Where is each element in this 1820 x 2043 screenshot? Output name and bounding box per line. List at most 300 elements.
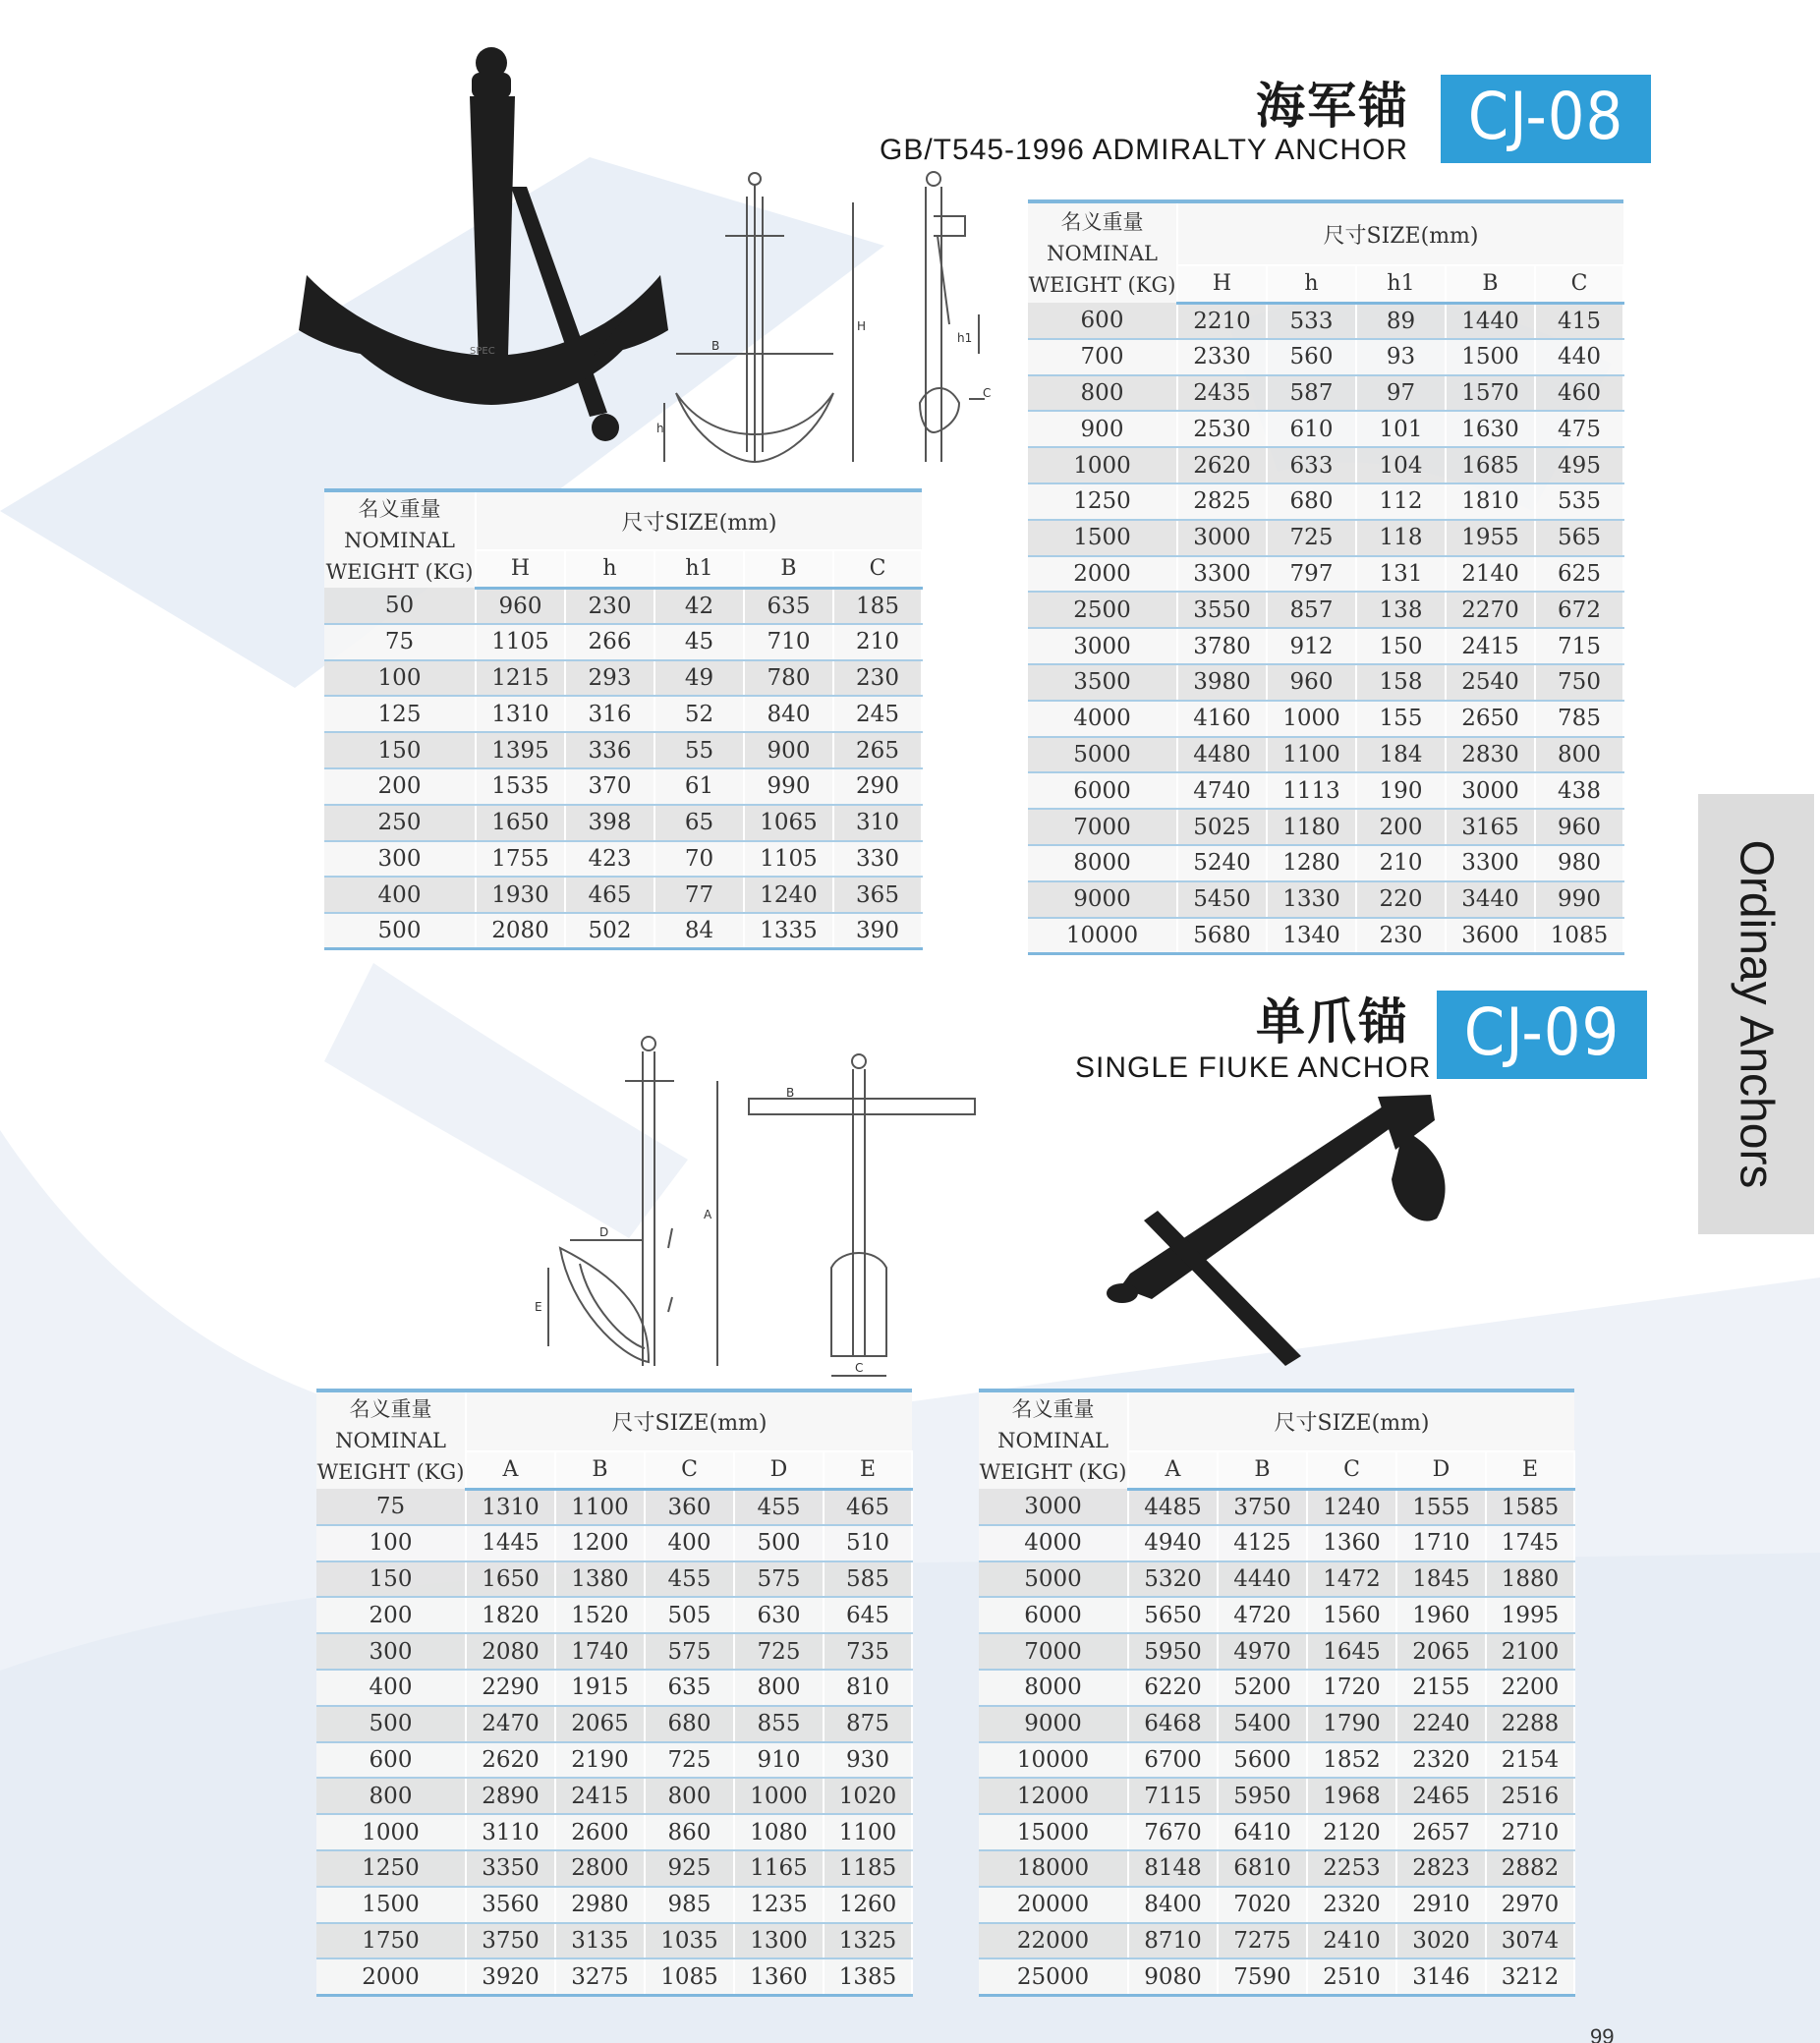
dimension-cell: 5950 (1128, 1633, 1218, 1670)
dimension-cell: 1105 (744, 841, 833, 878)
dimension-cell: 2465 (1396, 1778, 1486, 1814)
dimension-cell: 440 (1535, 339, 1623, 375)
dimension-cell: 1260 (824, 1887, 912, 1923)
dimension-cell: 3165 (1446, 809, 1535, 845)
dimension-cell: 2320 (1307, 1887, 1396, 1923)
dimension-cell: 2650 (1446, 701, 1535, 737)
dimension-cell: 2882 (1486, 1850, 1574, 1887)
dimension-cell: 1105 (476, 624, 565, 660)
dimension-cell: 1740 (555, 1633, 645, 1670)
table-row (316, 1706, 912, 1742)
dimension-cell: 265 (833, 732, 922, 768)
dimension-cell: 336 (565, 732, 654, 768)
dimension-cell: 680 (645, 1706, 734, 1742)
dimension-cell: 423 (565, 841, 654, 878)
dimension-cell: 5450 (1177, 881, 1267, 918)
table-row (979, 1742, 1574, 1779)
dimension-cell: 633 (1267, 447, 1356, 483)
weight-cell: 7000 (1028, 809, 1177, 845)
table-row (1028, 411, 1623, 447)
column-header: C (833, 550, 922, 588)
dimension-cell: 55 (654, 732, 744, 768)
dimension-cell: 1280 (1267, 845, 1356, 881)
dimension-cell: 365 (833, 877, 922, 913)
dimension-cell: 1020 (824, 1778, 912, 1814)
dimension-cell: 2516 (1486, 1778, 1574, 1814)
dimension-cell: 77 (654, 877, 744, 913)
weight-cell: 100 (324, 660, 476, 697)
weight-cell: 800 (1028, 375, 1177, 412)
single-fluke-title-en: SINGLE FIUKE ANCHOR (1075, 1051, 1432, 1084)
dimension-cell: 585 (824, 1561, 912, 1598)
weight-cell: 500 (324, 913, 476, 949)
dimension-cell: 400 (645, 1525, 734, 1561)
diagram-label-c: C (855, 1361, 864, 1375)
dimension-cell: 800 (734, 1670, 824, 1706)
weight-cell: 12000 (979, 1778, 1128, 1814)
admiralty-anchor-photo (295, 39, 678, 452)
dimension-cell: 5025 (1177, 809, 1267, 845)
dimension-cell: 680 (1267, 483, 1356, 520)
admiralty-title-cn: 海军锚 (1256, 78, 1409, 135)
dimension-cell: 900 (744, 732, 833, 768)
dimension-cell: 860 (645, 1814, 734, 1850)
dimension-cell: 2120 (1307, 1814, 1396, 1850)
single-fluke-diagram (531, 1032, 993, 1386)
column-header: B (744, 550, 833, 588)
weight-cell: 10000 (1028, 918, 1177, 954)
weight-cell: 4000 (1028, 701, 1177, 737)
size-header: 尺寸SIZE(mm) (476, 490, 922, 550)
table-row (316, 1525, 912, 1561)
dimension-cell: 2890 (466, 1778, 555, 1814)
dimension-cell: 5400 (1218, 1706, 1307, 1742)
dimension-cell: 2910 (1396, 1887, 1486, 1923)
dimension-cell: 1100 (824, 1814, 912, 1850)
page-number: 99 (1590, 2024, 1615, 2043)
dimension-cell: 1080 (734, 1814, 824, 1850)
dimension-cell: 3020 (1396, 1923, 1486, 1959)
dimension-cell: 465 (565, 877, 654, 913)
table-row (1028, 628, 1623, 664)
dimension-cell: 1395 (476, 732, 565, 768)
dimension-cell: 1445 (466, 1525, 555, 1561)
dimension-cell: 220 (1356, 881, 1446, 918)
dimension-cell: 625 (1535, 556, 1623, 593)
table-row (979, 1597, 1574, 1633)
dimension-cell: 1065 (744, 805, 833, 841)
weight-cell: 250 (324, 805, 476, 841)
dimension-cell: 1385 (824, 1958, 912, 1995)
dimension-cell: 1720 (1307, 1670, 1396, 1706)
dimension-cell: 2415 (1446, 628, 1535, 664)
dimension-cell: 2600 (555, 1814, 645, 1850)
dimension-cell: 575 (734, 1561, 824, 1598)
dimension-cell: 118 (1356, 520, 1446, 556)
dimension-cell: 1630 (1446, 411, 1535, 447)
dimension-cell: 1955 (1446, 520, 1535, 556)
single-fluke-code-badge: CJ-09 (1437, 991, 1647, 1079)
dimension-cell: 3000 (1177, 520, 1267, 556)
weight-cell: 1500 (1028, 520, 1177, 556)
dimension-cell: 990 (744, 768, 833, 805)
weight-cell: 5000 (979, 1561, 1128, 1598)
weight-cell: 3500 (1028, 664, 1177, 701)
weight-cell: 3000 (979, 1489, 1128, 1525)
dimension-cell: 3920 (466, 1958, 555, 1995)
dimension-cell: 475 (1535, 411, 1623, 447)
column-header: E (824, 1451, 912, 1489)
dimension-cell: 3000 (1446, 772, 1535, 809)
dimension-cell: 1745 (1486, 1525, 1574, 1561)
diagram-label-b: B (786, 1086, 795, 1100)
weight-cell: 2000 (316, 1958, 466, 1995)
table-row (324, 696, 922, 732)
dimension-cell: 52 (654, 696, 744, 732)
dimension-cell: 725 (734, 1633, 824, 1670)
table-row (324, 624, 922, 660)
size-header: 尺寸SIZE(mm) (1177, 201, 1623, 265)
dimension-cell: 138 (1356, 592, 1446, 628)
table-row (979, 1814, 1574, 1850)
dimension-cell: 1180 (1267, 809, 1356, 845)
dimension-cell: 875 (824, 1706, 912, 1742)
dimension-cell: 330 (833, 841, 922, 878)
weight-cell: 9000 (1028, 881, 1177, 918)
dimension-cell: 4485 (1128, 1489, 1218, 1525)
dimension-cell: 800 (645, 1778, 734, 1814)
weight-cell: 200 (324, 768, 476, 805)
dimension-cell: 2190 (555, 1742, 645, 1779)
single-fluke-title-cn: 单爪锚 (1256, 993, 1409, 1050)
dimension-cell: 184 (1356, 737, 1446, 773)
dimension-cell: 1335 (744, 913, 833, 949)
dimension-cell: 1200 (555, 1525, 645, 1561)
dimension-cell: 7590 (1218, 1958, 1307, 1995)
dimension-cell: 2320 (1396, 1742, 1486, 1779)
weight-cell: 8000 (1028, 845, 1177, 881)
dimension-cell: 112 (1356, 483, 1446, 520)
table-row (1028, 520, 1623, 556)
dimension-cell: 2100 (1486, 1633, 1574, 1670)
table-row (979, 1633, 1574, 1670)
dimension-cell: 780 (744, 660, 833, 697)
dimension-cell: 1165 (734, 1850, 824, 1887)
dimension-cell: 560 (1267, 339, 1356, 375)
dimension-cell: 293 (565, 660, 654, 697)
column-header: B (1218, 1451, 1307, 1489)
weight-cell: 100 (316, 1525, 466, 1561)
weight-header: 名义重量 NOMINAL WEIGHT (KG) (316, 1390, 466, 1489)
dimension-cell: 1035 (645, 1923, 734, 1959)
weight-cell: 700 (1028, 339, 1177, 375)
dimension-cell: 1330 (1267, 881, 1356, 918)
weight-cell: 1250 (1028, 483, 1177, 520)
dimension-cell: 1240 (744, 877, 833, 913)
dimension-cell: 3780 (1177, 628, 1267, 664)
weight-cell: 25000 (979, 1958, 1128, 1995)
dimension-cell: 785 (1535, 701, 1623, 737)
dimension-cell: 1085 (1535, 918, 1623, 954)
dimension-cell: 1100 (1267, 737, 1356, 773)
dimension-cell: 131 (1356, 556, 1446, 593)
dimension-cell: 3560 (466, 1887, 555, 1923)
dimension-cell: 2970 (1486, 1887, 1574, 1923)
dimension-cell: 3275 (555, 1958, 645, 1995)
dimension-cell: 2200 (1486, 1670, 1574, 1706)
table-row (1028, 701, 1623, 737)
dimension-cell: 1500 (1446, 339, 1535, 375)
dimension-cell: 5680 (1177, 918, 1267, 954)
column-header: B (1446, 265, 1535, 303)
dimension-cell: 1930 (476, 877, 565, 913)
dimension-cell: 6220 (1128, 1670, 1218, 1706)
table-row (1028, 881, 1623, 918)
dimension-cell: 2435 (1177, 375, 1267, 412)
diagram-label-a: A (704, 1208, 712, 1221)
dimension-cell: 2530 (1177, 411, 1267, 447)
dimension-cell: 266 (565, 624, 654, 660)
dimension-cell: 672 (1535, 592, 1623, 628)
dimension-cell: 1360 (1307, 1525, 1396, 1561)
dimension-cell: 3350 (466, 1850, 555, 1887)
dimension-cell: 990 (1535, 881, 1623, 918)
diagram-label-c: C (983, 386, 992, 400)
table-row (324, 877, 922, 913)
table-row (1028, 809, 1623, 845)
weight-cell: 500 (316, 1706, 466, 1742)
dimension-cell: 3550 (1177, 592, 1267, 628)
dimension-cell: 6468 (1128, 1706, 1218, 1742)
dimension-cell: 1360 (734, 1958, 824, 1995)
weight-cell: 900 (1028, 411, 1177, 447)
dimension-cell: 1852 (1307, 1742, 1396, 1779)
dimension-cell: 61 (654, 768, 744, 805)
dimension-cell: 1440 (1446, 303, 1535, 339)
dimension-cell: 1845 (1396, 1561, 1486, 1598)
single-fluke-table-small (316, 1389, 913, 1997)
dimension-cell: 4740 (1177, 772, 1267, 809)
dimension-cell: 1968 (1307, 1778, 1396, 1814)
diagram-label-h-small: h (656, 422, 664, 435)
table-row (316, 1887, 912, 1923)
table-row (316, 1561, 912, 1598)
dimension-cell: 1472 (1307, 1561, 1396, 1598)
size-header: 尺寸SIZE(mm) (1128, 1390, 1574, 1451)
weight-cell: 150 (324, 732, 476, 768)
dimension-cell: 1755 (476, 841, 565, 878)
admiralty-table-small (324, 488, 923, 950)
dimension-cell: 2154 (1486, 1742, 1574, 1779)
dimension-cell: 5240 (1177, 845, 1267, 881)
weight-cell: 125 (324, 696, 476, 732)
dimension-cell: 8400 (1128, 1887, 1218, 1923)
admiralty-table-large (1028, 199, 1624, 955)
dimension-cell: 3980 (1177, 664, 1267, 701)
dimension-cell: 190 (1356, 772, 1446, 809)
weight-cell: 1750 (316, 1923, 466, 1959)
dimension-cell: 2080 (476, 913, 565, 949)
dimension-cell: 97 (1356, 375, 1446, 412)
dimension-cell: 1560 (1307, 1597, 1396, 1633)
weight-cell: 1000 (316, 1814, 466, 1850)
diagram-label-h: H (857, 319, 867, 333)
column-header: B (555, 1451, 645, 1489)
table-row (324, 805, 922, 841)
weight-cell: 10000 (979, 1742, 1128, 1779)
table-row (1028, 556, 1623, 593)
dimension-cell: 645 (824, 1597, 912, 1633)
dimension-cell: 3110 (466, 1814, 555, 1850)
dimension-cell: 505 (645, 1597, 734, 1633)
dimension-cell: 1995 (1486, 1597, 1574, 1633)
dimension-cell: 635 (645, 1670, 734, 1706)
dimension-cell: 8710 (1128, 1923, 1218, 1959)
weight-header: 名义重量 NOMINAL WEIGHT (KG) (979, 1390, 1128, 1489)
dimension-cell: 5200 (1218, 1670, 1307, 1706)
dimension-cell: 2710 (1486, 1814, 1574, 1850)
dimension-cell: 290 (833, 768, 922, 805)
dimension-cell: 635 (744, 588, 833, 624)
weight-cell: 400 (316, 1670, 466, 1706)
dimension-cell: 104 (1356, 447, 1446, 483)
dimension-cell: 797 (1267, 556, 1356, 593)
single-fluke-anchor-photo (1101, 1091, 1454, 1386)
weight-cell: 400 (324, 877, 476, 913)
dimension-cell: 1915 (555, 1670, 645, 1706)
table-row (324, 768, 922, 805)
dimension-cell: 2240 (1396, 1706, 1486, 1742)
dimension-cell: 1085 (645, 1958, 734, 1995)
admiralty-code-badge: CJ-08 (1441, 75, 1651, 163)
dimension-cell: 2410 (1307, 1923, 1396, 1959)
dimension-cell: 9080 (1128, 1958, 1218, 1995)
dimension-cell: 840 (744, 696, 833, 732)
dimension-cell: 4160 (1177, 701, 1267, 737)
dimension-cell: 89 (1356, 303, 1446, 339)
table-row (316, 1814, 912, 1850)
dimension-cell: 101 (1356, 411, 1446, 447)
table-row (1028, 664, 1623, 701)
column-header: h (1267, 265, 1356, 303)
weight-header: 名义重量 NOMINAL WEIGHT (KG) (1028, 201, 1177, 303)
column-header: C (1535, 265, 1623, 303)
table-row (1028, 303, 1623, 339)
dimension-cell: 1240 (1307, 1489, 1396, 1525)
table-row (979, 1670, 1574, 1706)
dimension-cell: 750 (1535, 664, 1623, 701)
dimension-cell: 715 (1535, 628, 1623, 664)
dimension-cell: 1710 (1396, 1525, 1486, 1561)
dimension-cell: 1520 (555, 1597, 645, 1633)
dimension-cell: 925 (645, 1850, 734, 1887)
diagram-label-d: D (599, 1225, 609, 1239)
dimension-cell: 985 (645, 1887, 734, 1923)
size-header: 尺寸SIZE(mm) (466, 1390, 912, 1451)
dimension-cell: 502 (565, 913, 654, 949)
column-header: D (734, 1451, 824, 1489)
dimension-cell: 2540 (1446, 664, 1535, 701)
dimension-cell: 960 (1267, 664, 1356, 701)
dimension-cell: 93 (1356, 339, 1446, 375)
weight-cell: 5000 (1028, 737, 1177, 773)
table-row (316, 1923, 912, 1959)
weight-cell: 20000 (979, 1887, 1128, 1923)
dimension-cell: 455 (645, 1561, 734, 1598)
diagram-label-h1: h1 (957, 331, 973, 345)
svg-text:SPEC: SPEC (470, 346, 495, 357)
table-row (979, 1561, 1574, 1598)
table-row (1028, 375, 1623, 412)
dimension-cell: 1000 (734, 1778, 824, 1814)
weight-cell: 600 (1028, 303, 1177, 339)
dimension-cell: 3212 (1486, 1958, 1574, 1995)
dimension-cell: 710 (744, 624, 833, 660)
dimension-cell: 3135 (555, 1923, 645, 1959)
dimension-cell: 5600 (1218, 1742, 1307, 1779)
dimension-cell: 1000 (1267, 701, 1356, 737)
dimension-cell: 1790 (1307, 1706, 1396, 1742)
dimension-cell: 1340 (1267, 918, 1356, 954)
table-row (1028, 737, 1623, 773)
dimension-cell: 1685 (1446, 447, 1535, 483)
dimension-cell: 2825 (1177, 483, 1267, 520)
weight-cell: 15000 (979, 1814, 1128, 1850)
table-row (316, 1633, 912, 1670)
dimension-cell: 1810 (1446, 483, 1535, 520)
dimension-cell: 150 (1356, 628, 1446, 664)
admiralty-anchor-diagram-front (656, 167, 873, 482)
dimension-cell: 1300 (734, 1923, 824, 1959)
table-row (1028, 483, 1623, 520)
column-header: H (1177, 265, 1267, 303)
admiralty-anchor-diagram-side (890, 167, 998, 472)
dimension-cell: 185 (833, 588, 922, 624)
dimension-cell: 230 (565, 588, 654, 624)
dimension-cell: 84 (654, 913, 744, 949)
dimension-cell: 912 (1267, 628, 1356, 664)
table-row (1028, 918, 1623, 954)
dimension-cell: 6810 (1218, 1850, 1307, 1887)
dimension-cell: 1185 (824, 1850, 912, 1887)
dimension-cell: 3300 (1177, 556, 1267, 593)
dimension-cell: 4125 (1218, 1525, 1307, 1561)
dimension-cell: 2080 (466, 1633, 555, 1670)
dimension-cell: 1820 (466, 1597, 555, 1633)
dimension-cell: 2065 (555, 1706, 645, 1742)
dimension-cell: 855 (734, 1706, 824, 1742)
weight-cell: 75 (316, 1489, 466, 1525)
table-row (316, 1742, 912, 1779)
dimension-cell: 533 (1267, 303, 1356, 339)
dimension-cell: 8148 (1128, 1850, 1218, 1887)
dimension-cell: 316 (565, 696, 654, 732)
column-header: h1 (654, 550, 744, 588)
dimension-cell: 930 (824, 1742, 912, 1779)
dimension-cell: 2155 (1396, 1670, 1486, 1706)
dimension-cell: 158 (1356, 664, 1446, 701)
dimension-cell: 415 (1535, 303, 1623, 339)
dimension-cell: 245 (833, 696, 922, 732)
weight-cell: 1500 (316, 1887, 466, 1923)
dimension-cell: 725 (1267, 520, 1356, 556)
weight-cell: 75 (324, 624, 476, 660)
dimension-cell: 5650 (1128, 1597, 1218, 1633)
table-row (324, 913, 922, 949)
dimension-cell: 2657 (1396, 1814, 1486, 1850)
dimension-cell: 3750 (1218, 1489, 1307, 1525)
dimension-cell: 4720 (1218, 1597, 1307, 1633)
